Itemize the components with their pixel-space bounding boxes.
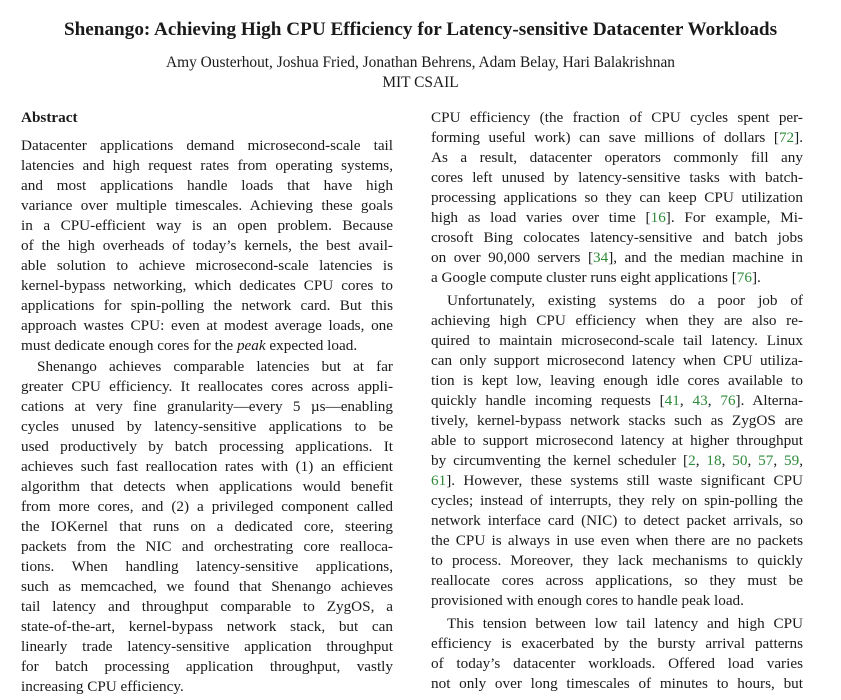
text-line: Unfortunately, existing systems do a poor job of bbox=[447, 292, 803, 309]
affiliation: MIT CSAIL bbox=[382, 74, 459, 91]
text-line: quired to maintain microsecond-scale tail latency. Linux bbox=[431, 332, 803, 349]
text-line: of the high overheads of today’s kernels, the best avail- bbox=[21, 237, 393, 254]
text-line: can only support microsecond latency when CPU utiliza- bbox=[431, 352, 803, 369]
text-line: must dedicate enough cores for the peak expected load. bbox=[21, 337, 358, 354]
text-line: processing applications so they can keep CPU utilization bbox=[431, 189, 803, 206]
text-line: such as memcached, we found that Shenango achieves bbox=[21, 578, 393, 595]
text-line: As a result, datacenter operators commonly fill any bbox=[431, 149, 803, 166]
text-line: cycles; instead of interrupts, they rely on spin-polling the bbox=[431, 492, 803, 509]
text-line: kernel-bypass networking, which dedicates CPU cores to bbox=[21, 277, 393, 294]
text-line: for batch processing application throughput, vastly bbox=[21, 658, 393, 675]
text-line: the CPU is always in use even when there are no packets bbox=[431, 532, 803, 549]
text-line: cycles unused by latency-sensitive applications to be bbox=[21, 418, 393, 435]
text-line: quickly handle incoming requests [41, 43, 76]. Alterna- bbox=[431, 392, 803, 409]
text-line: tion is kept low, leaving enough idle cores available to bbox=[431, 372, 803, 389]
text-line: network interface card (NIC) to detect packet arrivals, so bbox=[431, 512, 803, 529]
text-line: algorithm that detects when applications would benefit bbox=[21, 478, 393, 495]
text-line: by circumventing the kernel scheduler [2, 18, 50, 57, 59, bbox=[431, 452, 803, 469]
text-line: cations at very fine granularity—every 5 µs—enabling bbox=[21, 398, 393, 415]
text-line: tail latency and throughput comparable to ZygOS, a bbox=[21, 598, 393, 615]
text-line: reallocate cores across applications, so they must be bbox=[431, 572, 803, 589]
text-line: able to support microsecond latency at higher throughput bbox=[431, 432, 803, 449]
text-line: greater CPU efficiency. It reallocates cores across appli- bbox=[21, 378, 393, 395]
text-line: cores left unused by latency-sensitive tasks with batch- bbox=[431, 169, 803, 186]
text-line: crosoft Bing colocates latency-sensitive and batch jobs bbox=[431, 229, 803, 246]
text-line: efficiency is exacerbated by the bursty arrival patterns bbox=[431, 635, 803, 652]
text-line: CPU efficiency (the fraction of CPU cycles spent per- bbox=[431, 109, 803, 126]
text-line: on over 90,000 servers [34], and the median machine in bbox=[431, 249, 803, 266]
text-line: latencies and high request rates from operating systems, bbox=[21, 157, 393, 174]
text-line: tions. When handling latency-sensitive applications, bbox=[21, 558, 393, 575]
text-line: 61]. However, these systems still waste significant CPU bbox=[431, 472, 803, 489]
text-line: and most applications handle loads that have high bbox=[21, 177, 393, 194]
text-line: Shenango achieves comparable latencies but at far bbox=[37, 358, 393, 375]
text-line: packets from the NIC and orchestrating core realloca- bbox=[21, 538, 393, 555]
text-line: This tension between low tail latency and high CPU bbox=[447, 615, 803, 632]
text-line: to process. Moreover, they lack mechanisms to quickly bbox=[431, 552, 803, 569]
abstract-heading: Abstract bbox=[21, 109, 78, 126]
text-line: applications for spin-polling the network card. But this bbox=[21, 297, 393, 314]
text-line: Datacenter applications demand microsecond-scale tail bbox=[21, 137, 393, 154]
text-line: state-of-the-art, kernel-bypass network stack, but can bbox=[21, 618, 393, 635]
text-line: tively, kernel-bypass network stacks such as ZygOS are bbox=[431, 412, 803, 429]
text-line: increasing CPU efficiency. bbox=[21, 678, 184, 695]
text-line: forming useful work) can save millions of dollars [72]. bbox=[431, 129, 803, 146]
text-line: a Google compute cluster runs eight applications [76]. bbox=[431, 269, 761, 286]
text-line: from more cores, and (2) a privileged component called bbox=[21, 498, 393, 515]
text-line: used productively by batch processing applications. It bbox=[21, 438, 393, 455]
text-line: able solution to achieve microsecond-scale latencies is bbox=[21, 257, 393, 274]
text-line: provisioned with enough cores to handle peak load. bbox=[431, 592, 744, 609]
text-line: variance over multiple timescales. Achieving these goals bbox=[21, 197, 393, 214]
text-line: linearly trade latency-sensitive application throughput bbox=[21, 638, 393, 655]
text-line: high as load varies over time [16]. For example, Mi- bbox=[431, 209, 803, 226]
text-line: achieving high CPU efficiency when they are also re- bbox=[431, 312, 803, 329]
text-line: not only over long timescales of minutes to hours, but bbox=[431, 675, 803, 692]
text-line: approach wastes CPU: even at modest average loads, one bbox=[21, 317, 393, 334]
text-line: the IOKernel that runs on a dedicated core, steering bbox=[21, 518, 393, 535]
text-line: achieves such fast reallocation rates with (1) an efficient bbox=[21, 458, 393, 475]
paper-title: Shenango: Achieving High CPU Efficiency for Latency-sensitive Datacenter Workloads bbox=[63, 19, 778, 40]
text-line: of today’s datacenter workloads. Offered load varies bbox=[431, 655, 803, 672]
author-list: Amy Ousterhout, Joshua Fried, Jonathan Behrens, Adam Belay, Hari Balakrishnan bbox=[166, 54, 675, 71]
text-line: in a CPU-efficient way is an open problem. Because bbox=[21, 217, 393, 234]
